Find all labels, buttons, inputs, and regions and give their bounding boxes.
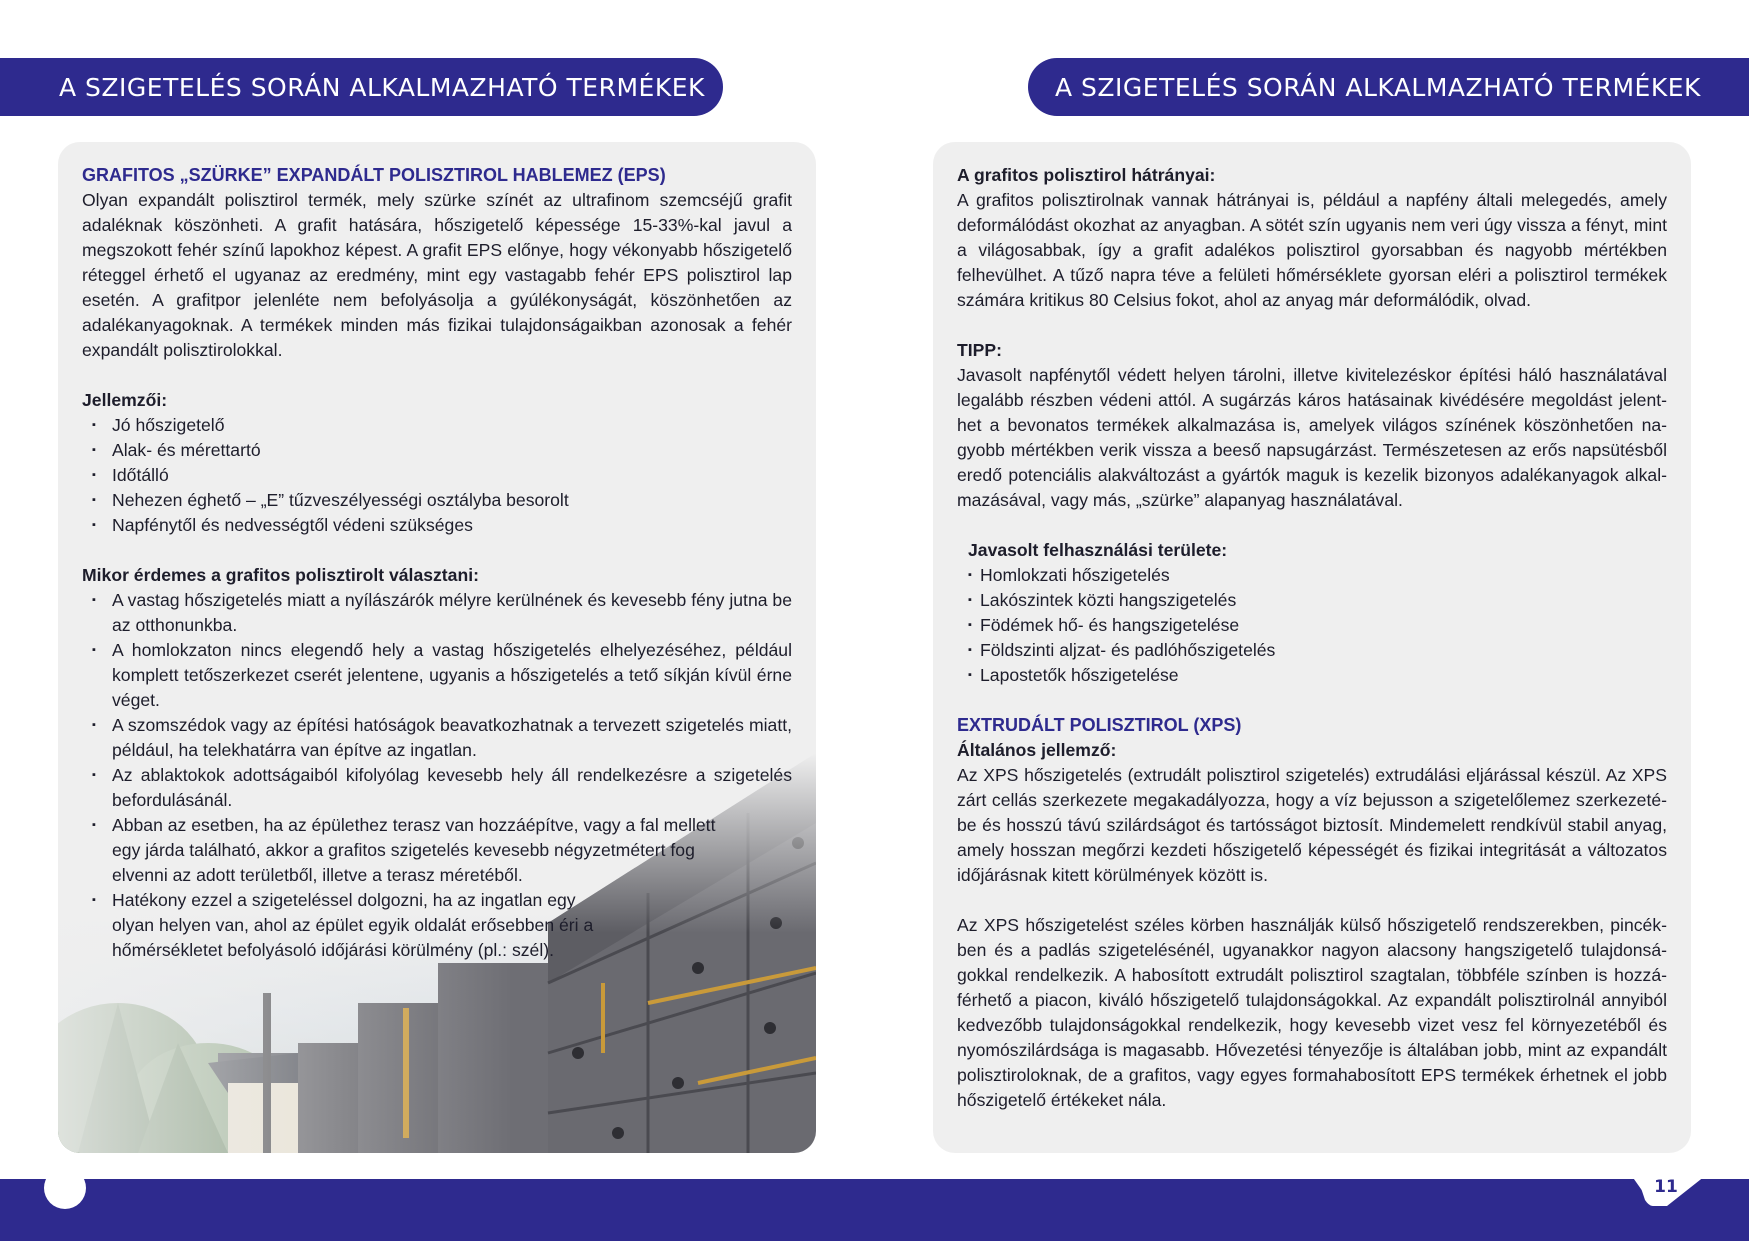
xps-section-title: EXTRUDÁLT POLISZTIROL (XPS) [957, 715, 1242, 735]
eps-intro-paragraph: Olyan expandált polisztirol termék, mely szürke színét az ultrafinom szemcséjű grafit adaléknak köszönheti. A grafit hatására, hőszigetelő képessége 15-33%-kal javul a megszokott fehér színű lapokhoz képest. A grafit EPS előnye, hogy vékonyabb hőszigetelő réteggel érhető el ugyanaz az eredmény, mint egy vastagabb fehér EPS polisztirol lap esetén. A grafitpor jelenléte nem befolyásolja a gyúlékonyságát, köszönhetően az adalékanyagoknak. A termékek minden más fizikai tulajdonságaikban azonosak a fehér expandált polisztirolokkal. [82, 190, 792, 360]
disadvantages-heading: A grafitos polisztirol hátrányai: [957, 165, 1216, 185]
tip-paragraph: Javasolt napfénytől védett helyen tárolni, illetve kivitelezéskor építési háló használatával legalább részben védeni attól. A sugárzás káros hatásainak kivédésére megoldást jelenthet a bevonatos termékek alkalmazása is, amelyek világos színének köszönhetően nagyobb mértékben verik vissza a beeső napsugárzást. Természetesen az erős napsütésből eredő potenciális alakváltozást a gyártók maguk is kezelik bizonyos adalékanyagok alkalmazásával, vagy más, „szürke” alapanyag használatával. [957, 365, 1667, 510]
left-content-panel [58, 142, 816, 1153]
when-to-choose-heading: Mikor érdemes a grafitos polisztirolt választani: [82, 565, 479, 585]
xps-paragraph-2: Az XPS hőszigetelést széles körben használják külső hőszigetelő rendszerekben, pincékben és a padlás szigetelésénél, ugyanakkor nagyon alacsony hangszigetelő tulajdonságokkal rendelkezik. A habosított extrudált polisztirol szagtalan, többféle színben is hozzáférhető a piacon, kiváló hőszigetelő tulajdonságokkal. Az expandált polisztirolnál annyiból kedvezőbb tulajdonságokkal rendelkezik, hogy kevesebb vizet vesz fel környezetéből és nyomószilárdsága is magasabb. Hővezetési tényezője is általában jobb, mint az expandált polisztiroloknak, de a grafitos, vagy egyes formahabosított EPS termékek érhetnek el jobb hőszigetelő értékeket nála. [957, 915, 1667, 1110]
list-item: ▪ A szomszédok vagy az építési hatóságok beavatkozhatnak a tervezett szigetelés miatt, például, ha telekhatárra van építve az ingatlan. [82, 713, 792, 763]
list-item: ▪ Lakószintek közti hangszigetelés [968, 588, 1667, 613]
when-to-choose-list [82, 588, 792, 963]
list-item: ▪ Födémek hő- és hangszigetelése [968, 613, 1667, 638]
footer-circle-decoration [44, 1167, 86, 1209]
list-item: ▪ Hatékony ezzel a szigeteléssel dolgozni, ha az ingatlan egy olyan helyen van, ahol az épület egyik oldalát erősebben éri a hőmérsékletet befolyásoló időjárási körülmény (pl.: szél). [82, 888, 612, 963]
list-item: ▪ Lapostetők hőszigetelése [968, 663, 1667, 688]
list-item: ▪ Földszinti aljzat- és padlóhőszigetelés [968, 638, 1667, 663]
list-item: ▪ Jó hőszigetelő [82, 413, 792, 438]
features-heading: Jellemzői: [82, 390, 168, 410]
usage-list [968, 563, 1667, 688]
features-list [82, 413, 792, 538]
header-title-left [0, 58, 723, 116]
list-item: ▪ Alak- és mérettartó [82, 438, 792, 463]
header-title-left-text: A SZIGETELÉS SORÁN ALKALMAZHATÓ TERMÉKEK [59, 72, 705, 102]
usage-heading: Javasolt felhasználási területe: [968, 540, 1228, 560]
page-number: 11 [1654, 1177, 1678, 1197]
list-item: ▪ Abban az esetben, ha az épülethez terasz van hozzáépítve, vagy a fal mellett egy járda található, akkor a grafitos szigetelés kevesebb négyzetmétert fog elvenni az adott területből, illetve a terasz méretéből. [82, 813, 742, 888]
list-item: ▪ Időtálló [82, 463, 792, 488]
list-item: ▪ Homlokzati hőszigetelés [968, 563, 1667, 588]
footer-band [0, 1179, 1749, 1241]
tip-heading: TIPP: [957, 340, 1002, 360]
xps-general-heading: Általános jellemző: [957, 740, 1117, 760]
header-title-right [1028, 58, 1749, 116]
header-title-right-text: A SZIGETELÉS SORÁN ALKALMAZHATÓ TERMÉKEK [1055, 72, 1701, 102]
page-number-tab [1629, 1172, 1749, 1232]
disadvantages-paragraph: A grafitos polisztirolnak vannak hátrányai is, például a napfény általi melegedés, amely deformálódást okozhat az anyagban. A sötét szín ugyanis nem veri úgy vissza a fényt, mint a világosabbak, így a grafit adalékos polisztirol gyorsabban és nagyobb mértékben felhevülhet. A tűző napra téve a felületi hőmérséklete gyorsan eléri a polisztirol termékek számára kritikus 80 Celsius fokot, ahol az anyag már deformálódik, olvad. [957, 190, 1667, 310]
xps-paragraph-1: Az XPS hőszigetelés (extrudált polisztirol szigetelés) extrudálási eljárással készül. Az XPS zárt cellás szerkezete megakadályozza, hogy a víz bejusson a szigetelőlemez szerkezetébe és hosszú távú szilárdságot és tartósságot biztosít. Mindemelett rendkívül stabil anyag, amely hosszan megőrzi kezdeti hőszigetelő képességét és fizikai integritását a változatos időjárásnak kitett körülmények között is. [957, 765, 1667, 885]
list-item: ▪ Nehezen éghető – „E” tűzveszélyességi osztályba besorolt [82, 488, 792, 513]
list-item: ▪ A homlokzaton nincs elegendő hely a vastag hőszigetelés elhelyezéséhez, például komplett tetőszerkezet cserét jelentene, ugyanis a hőszigetelés a tető síkján kívül érne véget. [82, 638, 792, 713]
list-item: ▪ Az ablaktokok adottságaiból kifolyólag kevesebb hely áll rendelkezésre a szigetelés befordulásánál. [82, 763, 792, 813]
right-content-panel [933, 142, 1691, 1153]
eps-section-title: GRAFITOS „SZÜRKE” EXPANDÁLT POLISZTIROL HABLEMEZ (EPS) [82, 165, 666, 185]
list-item: ▪ A vastag hőszigetelés miatt a nyílászárók mélyre kerülnének és kevesebb fény jutna be az otthonunkba. [82, 588, 792, 638]
list-item: ▪ Napfénytől és nedvességtől védeni szükséges [82, 513, 792, 538]
